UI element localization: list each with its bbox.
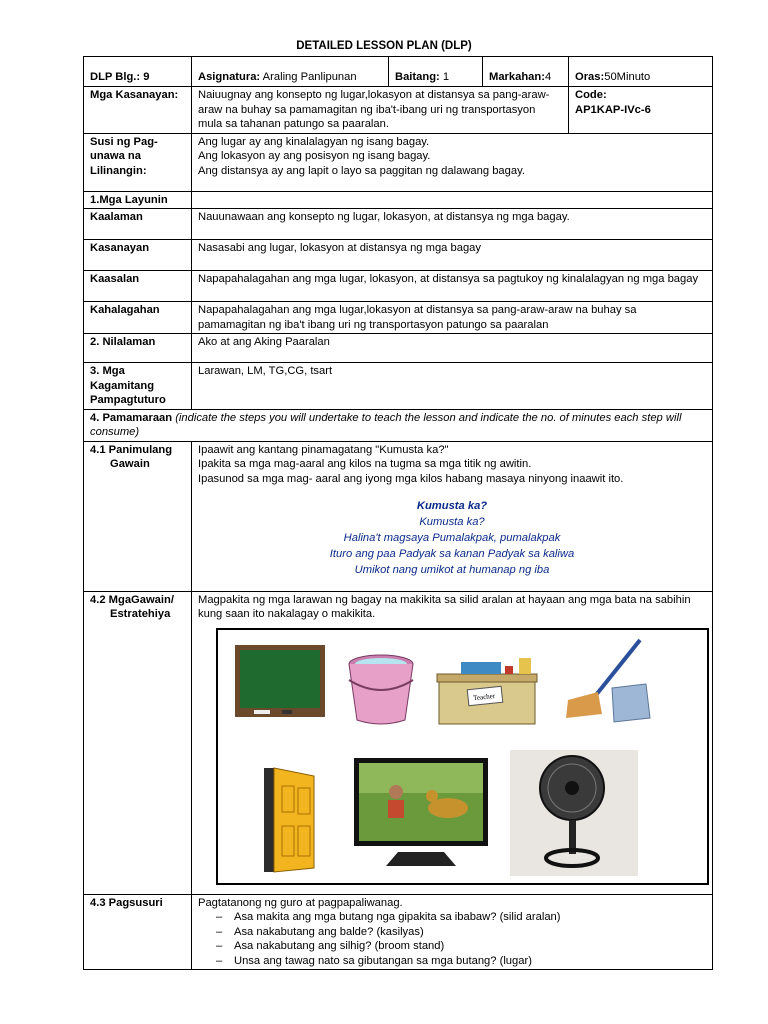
baitang-cell bbox=[389, 57, 483, 87]
kasanayan-obj-text: Nasasabi ang lugar, lokasyon at distansya ng mga bagay bbox=[192, 240, 713, 271]
panimula-label-cell bbox=[84, 441, 192, 591]
panimula-label-1: 4.1 Panimulang bbox=[90, 443, 173, 456]
layunin-empty bbox=[192, 191, 713, 209]
kaasalan-row bbox=[84, 271, 713, 302]
kahalagahan-row bbox=[84, 302, 713, 334]
pail-picture bbox=[343, 650, 419, 726]
baitang-value: 1 bbox=[442, 71, 450, 83]
oras-value: 50Minuto bbox=[604, 71, 651, 83]
kagamitan-text: Larawan, LM, TG,CG, tsart bbox=[192, 363, 713, 410]
lesson-plan-table bbox=[83, 56, 713, 970]
kahalagahan-text: Napapahalagahan ang mga lugar,lokasyon at distansya sa pang-araw-araw na buhay sa pamamagitan ng iba't ibang uri ng transportasyon patungo sa paaralan bbox=[192, 302, 713, 334]
nilalaman-row bbox=[84, 334, 713, 363]
pamamaraan-row bbox=[84, 409, 713, 441]
television-picture bbox=[352, 756, 490, 872]
kahalagahan-label: Kahalagahan bbox=[84, 302, 192, 334]
page-title: DETAILED LESSON PLAN (DLP) bbox=[296, 40, 472, 52]
gawain-row bbox=[84, 591, 713, 894]
asignatura-value: Araling Panlipunan bbox=[262, 71, 357, 83]
kasanayan-text: Naiuugnay ang konsepto ng lugar,lokasyon at distansya sa pang-araw-araw na buhay sa pamamagitan ng iba't-ibang uri ng transportasyon mula sa tahanan patungo sa paaralan. bbox=[192, 87, 569, 134]
kaalaman-label: Kaalaman bbox=[84, 209, 192, 240]
code-value: AP1KAP-IVc-6 bbox=[575, 103, 651, 116]
oras-cell bbox=[569, 57, 713, 87]
dlp-value: 9 bbox=[143, 71, 150, 83]
panimula-label-2: Gawain bbox=[110, 458, 150, 470]
door-picture bbox=[262, 764, 322, 874]
kaasalan-label: Kaasalan bbox=[84, 271, 192, 302]
song-lyrics bbox=[198, 498, 706, 578]
classroom-objects-image bbox=[216, 628, 709, 885]
dlp-cell bbox=[84, 57, 192, 87]
susi-line: Ang lugar ay ang kinalalagyan ng isang bagay. bbox=[198, 135, 430, 148]
kagamitan-row bbox=[84, 363, 713, 410]
nilalaman-text: Ako at ang Aking Paaralan bbox=[192, 334, 713, 363]
susi-row bbox=[84, 133, 713, 191]
pamamaraan-note: (indicate the steps you will undertake to teach the lesson and indicate the no. of minutes each step will consume) bbox=[90, 411, 682, 438]
gawain-text: Magpakita ng mga larawan ng bagay na makikita sa silid aralan at hayaan ang mga bata na sabihin kung saan ito nakalagay o makikita. bbox=[198, 593, 691, 620]
question-item: – Asa nakabutang ang silhig? (broom stand) bbox=[234, 939, 706, 954]
baitang-label: Baitang: bbox=[395, 71, 440, 83]
pamamaraan-cell bbox=[84, 409, 713, 441]
header-row bbox=[84, 57, 713, 87]
kagamitan-label: 3. Mga Kagamitang Pampagtuturo bbox=[84, 363, 192, 410]
panimula-line: Ipasunod sa mga mag- aaral ang iyong mga kilos habang masaya ninyong inaawit ito. bbox=[198, 472, 624, 485]
gawain-label-2: Estratehiya bbox=[110, 608, 171, 620]
susi-line: Ang distansya ay ang lapit o layo sa paggitan ng dalawang bagay. bbox=[198, 164, 525, 177]
song-line: Ituro ang paa Padyak sa kanan Padyak sa kaliwa bbox=[329, 548, 575, 560]
oras-label: Oras: bbox=[575, 71, 605, 83]
asignatura-cell bbox=[192, 57, 389, 87]
panimula-row bbox=[84, 441, 713, 591]
pagsusuri-label: 4.3 Pagsusuri bbox=[84, 894, 192, 970]
kaalaman-text: Nauunawaan ang konsepto ng lugar, lokasyon, at distansya ng mga bagay. bbox=[192, 209, 713, 240]
kasanayan-row bbox=[84, 87, 713, 134]
broom-dustpan-picture bbox=[558, 638, 658, 726]
gawain-label-cell bbox=[84, 591, 192, 894]
kasanayan-obj-label: Kasanayan bbox=[84, 240, 192, 271]
chalkboard-picture bbox=[234, 644, 326, 718]
gawain-content bbox=[192, 591, 713, 894]
panimula-line: Ipakita sa mga mag-aaral ang kilos na tugma sa mga titik ng awitin. bbox=[198, 458, 532, 470]
code-cell bbox=[569, 87, 713, 134]
song-title: Kumusta ka? bbox=[416, 500, 488, 512]
kasanayan-obj-row bbox=[84, 240, 713, 271]
layunin-label: 1.Mga Layunin bbox=[84, 191, 192, 209]
susi-label: Susi ng Pag-unawa na Lilinangin: bbox=[84, 133, 192, 191]
kaasalan-text: Napapahalagahan ang mga lugar, lokasyon, at distansya sa pagtukoy ng kinalalagyan ng mga bagay bbox=[192, 271, 713, 302]
teacher-desk-picture bbox=[435, 654, 543, 726]
asignatura-label: Asignatura: bbox=[198, 71, 261, 83]
nilalaman-label: 2. Nilalaman bbox=[84, 334, 192, 363]
panimula-content bbox=[192, 441, 713, 591]
song-line: Umikot nang umikot at humanap ng iba bbox=[354, 564, 550, 576]
markahan-cell bbox=[483, 57, 569, 87]
question-item: – Asa nakabutang ang balde? (kasilyas) bbox=[234, 925, 706, 940]
pagsusuri-row bbox=[84, 894, 713, 970]
dlp-label: DLP Blg.: bbox=[90, 71, 141, 83]
song-line: Kumusta ka? bbox=[419, 516, 485, 528]
electric-fan-picture bbox=[510, 750, 638, 876]
song-line: Halina't magsaya Pumalakpak, pumalakpak bbox=[343, 532, 561, 544]
susi-line: Ang lokasyon ay ang posisyon ng isang bagay. bbox=[198, 150, 431, 162]
markahan-label: Markahan: bbox=[489, 71, 545, 83]
question-item: – Asa makita ang mga butang nga gipakita sa ibabaw? (silid aralan) bbox=[234, 910, 706, 925]
panimula-line: Ipaawit ang kantang pinamagatang "Kumusta ka?" bbox=[198, 443, 449, 456]
kaalaman-row bbox=[84, 209, 713, 240]
markahan-value: 4 bbox=[544, 71, 552, 83]
pamamaraan-label: 4. Pamamaraan bbox=[90, 411, 173, 424]
code-label: Code: bbox=[575, 89, 607, 101]
pagsusuri-intro: Pagtatanong ng guro at pagpapaliwanag. bbox=[198, 896, 403, 909]
teacher-sign-text: Teacher bbox=[472, 691, 496, 702]
question-list bbox=[198, 910, 706, 968]
susi-text bbox=[192, 133, 713, 191]
pagsusuri-content bbox=[192, 894, 713, 970]
layunin-row bbox=[84, 191, 713, 209]
gawain-label-1: 4.2 MgaGawain/ bbox=[90, 593, 174, 606]
kasanayan-label: Mga Kasanayan: bbox=[84, 87, 192, 134]
question-item: – Unsa ang tawag nato sa gibutangan sa mga butang? (lugar) bbox=[234, 954, 706, 969]
